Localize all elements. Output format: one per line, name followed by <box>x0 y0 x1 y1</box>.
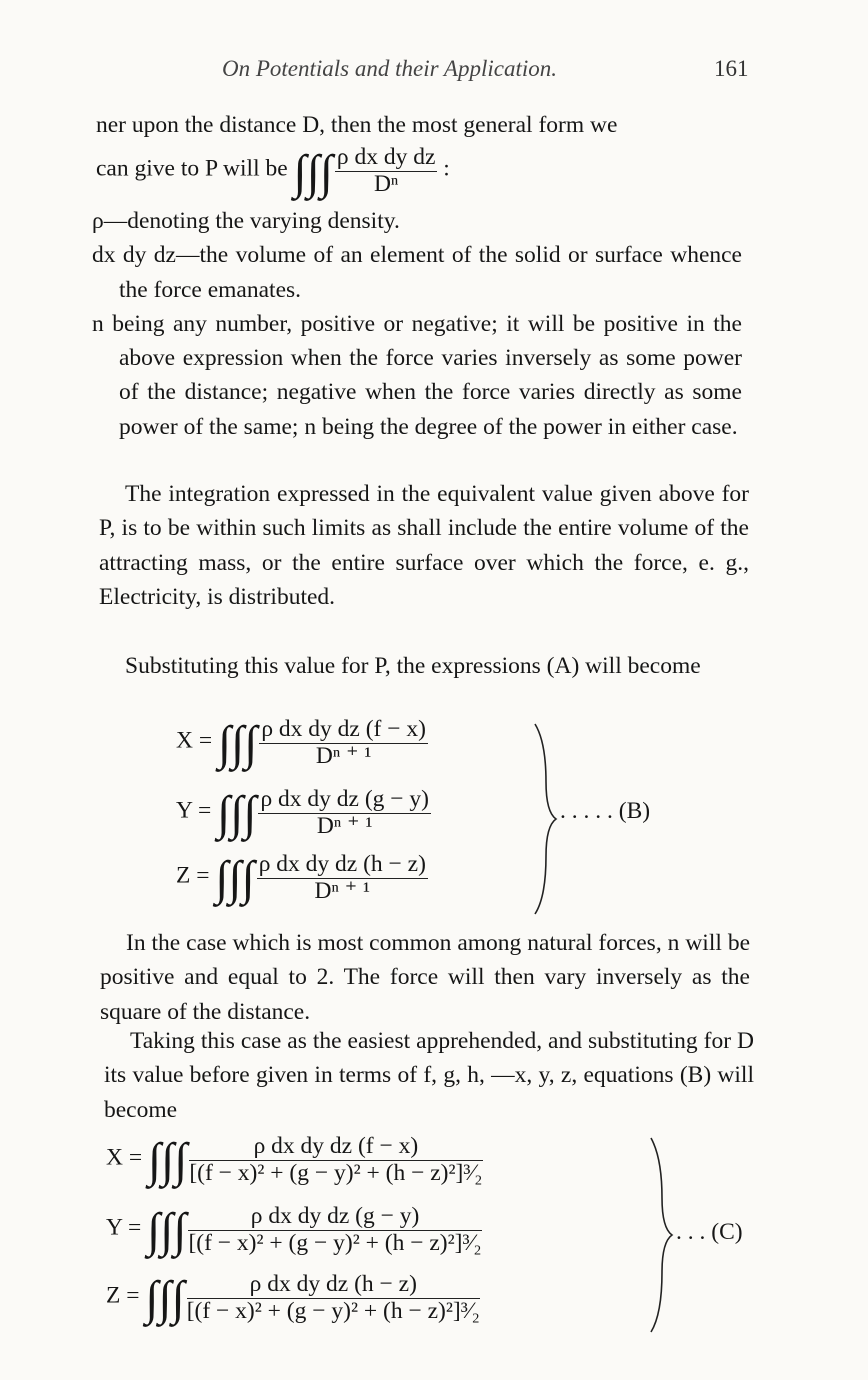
definition-list <box>92 204 742 444</box>
paragraph-integration: The integration expressed in the equivalent value given above for P, is to be within such limits as shall include the entire volume of the attracting mass, or the entire surface over which the force, e. g., Electricity, is distributed. <box>99 481 749 610</box>
triple-integral: ∫∫∫ <box>215 852 255 906</box>
triple-integral: ∫∫∫ <box>293 145 333 199</box>
triple-integral: ∫∫∫ <box>147 1134 188 1188</box>
page-number: 161 <box>714 56 749 81</box>
fraction: $\frac{\text{ρ dx dy dz (f − x)}}{\text{Dⁿ ⁺ ¹}}$ <box>261 716 426 769</box>
triple-integral: ∫∫∫ <box>217 717 258 771</box>
fraction: $\frac{\text{ρ dx dy dz (g − y)}}{\text{[(f − x)² + (g − y)² + (h − z)²]³⁄₂}}$ <box>188 1203 482 1256</box>
paragraph-taking-case: Taking this case as the easiest apprehended, and substituting for D its value before given in terms of f, g, h, —x, y, z, equations (B) will become <box>104 1028 754 1123</box>
triple-integral: ∫∫∫ <box>217 787 257 841</box>
fraction: $\frac{\text{ρ dx dy dz (h − z)}}{\text{[(f − x)² + (g − y)² + (h − z)²]³⁄₂}}$ <box>186 1271 480 1324</box>
definition-n: n being any number, positive or negative; it will be positive in the above expression when the force varies inversely as some power of the distance; negative when the force varies directly as some power of the same; n being the degree of the power in either case. <box>92 310 742 440</box>
equation-c-z: Z = ∫∫∫ $\frac{\text{ρ dx dy dz (h − z)}}{\text{[(f − x)² + (g − y)² + (h − z)²]³⁄₂}}$ <box>106 1271 480 1326</box>
intro-line-2: can give to P will be ∫∫∫ $\frac{\text{ρ dx dy dz}}{\text{Dⁿ}}$ : <box>96 144 450 199</box>
right-brace-b <box>532 722 562 917</box>
equation-b-z: Z = ∫∫∫ $\frac{\text{ρ dx dy dz (h − z)}}{\text{Dⁿ ⁺ ¹}}$ <box>176 851 426 906</box>
intro-line-1: ner upon the distance D, then the most general form we <box>96 112 618 138</box>
paragraph-common-case: In the case which is most common among natural forces, n will be positive and equal to 2. The force will then vary inversely as the square of the distance. <box>100 930 750 1025</box>
definition-rho: ρ—denoting the varying density. <box>92 208 400 234</box>
fraction: $\frac{\text{ρ dx dy dz}}{\text{Dⁿ}}$ <box>336 144 436 198</box>
fraction: $\frac{\text{ρ dx dy dz (g − y)}}{\text{Dⁿ ⁺ ¹}}$ <box>260 786 429 839</box>
definition-dxdydz: dx dy dz—the volume of an element of the solid or surface whence the force emanates. <box>92 242 742 303</box>
triple-integral: ∫∫∫ <box>147 1204 187 1258</box>
equation-c-x: X = ∫∫∫ $\frac{\text{ρ dx dy dz (f − x)}}{\text{[(f − x)² + (g − y)² + (h − z)²]³⁄₂}}$ <box>106 1133 483 1188</box>
equation-label-b: . . . . . (B) <box>560 798 651 824</box>
equation-b-y: Y = ∫∫∫ $\frac{\text{ρ dx dy dz (g − y)}}{\text{Dⁿ ⁺ ¹}}$ <box>176 786 429 841</box>
triple-integral: ∫∫∫ <box>145 1272 185 1326</box>
running-title: On Potentials and their Application. <box>222 56 557 81</box>
right-brace-c <box>648 1136 678 1336</box>
paragraph-substituting: Substituting this value for P, the expressions (A) will become <box>125 653 701 679</box>
fraction: $\frac{\text{ρ dx dy dz (h − z)}}{\text{Dⁿ ⁺ ¹}}$ <box>258 851 426 904</box>
paragraph-intro <box>96 108 746 199</box>
equation-c-y: Y = ∫∫∫ $\frac{\text{ρ dx dy dz (g − y)}}{\text{[(f − x)² + (g − y)² + (h − z)²]³⁄₂}}$ <box>106 1203 482 1258</box>
equation-b-x: X = ∫∫∫ $\frac{\text{ρ dx dy dz (f − x)}}{\text{Dⁿ ⁺ ¹}}$ <box>176 716 426 771</box>
fraction: $\frac{\text{ρ dx dy dz (f − x)}}{\text{[(f − x)² + (g − y)² + (h − z)²]³⁄₂}}$ <box>189 1133 483 1186</box>
equation-label-c: . . . (C) <box>676 1219 743 1245</box>
